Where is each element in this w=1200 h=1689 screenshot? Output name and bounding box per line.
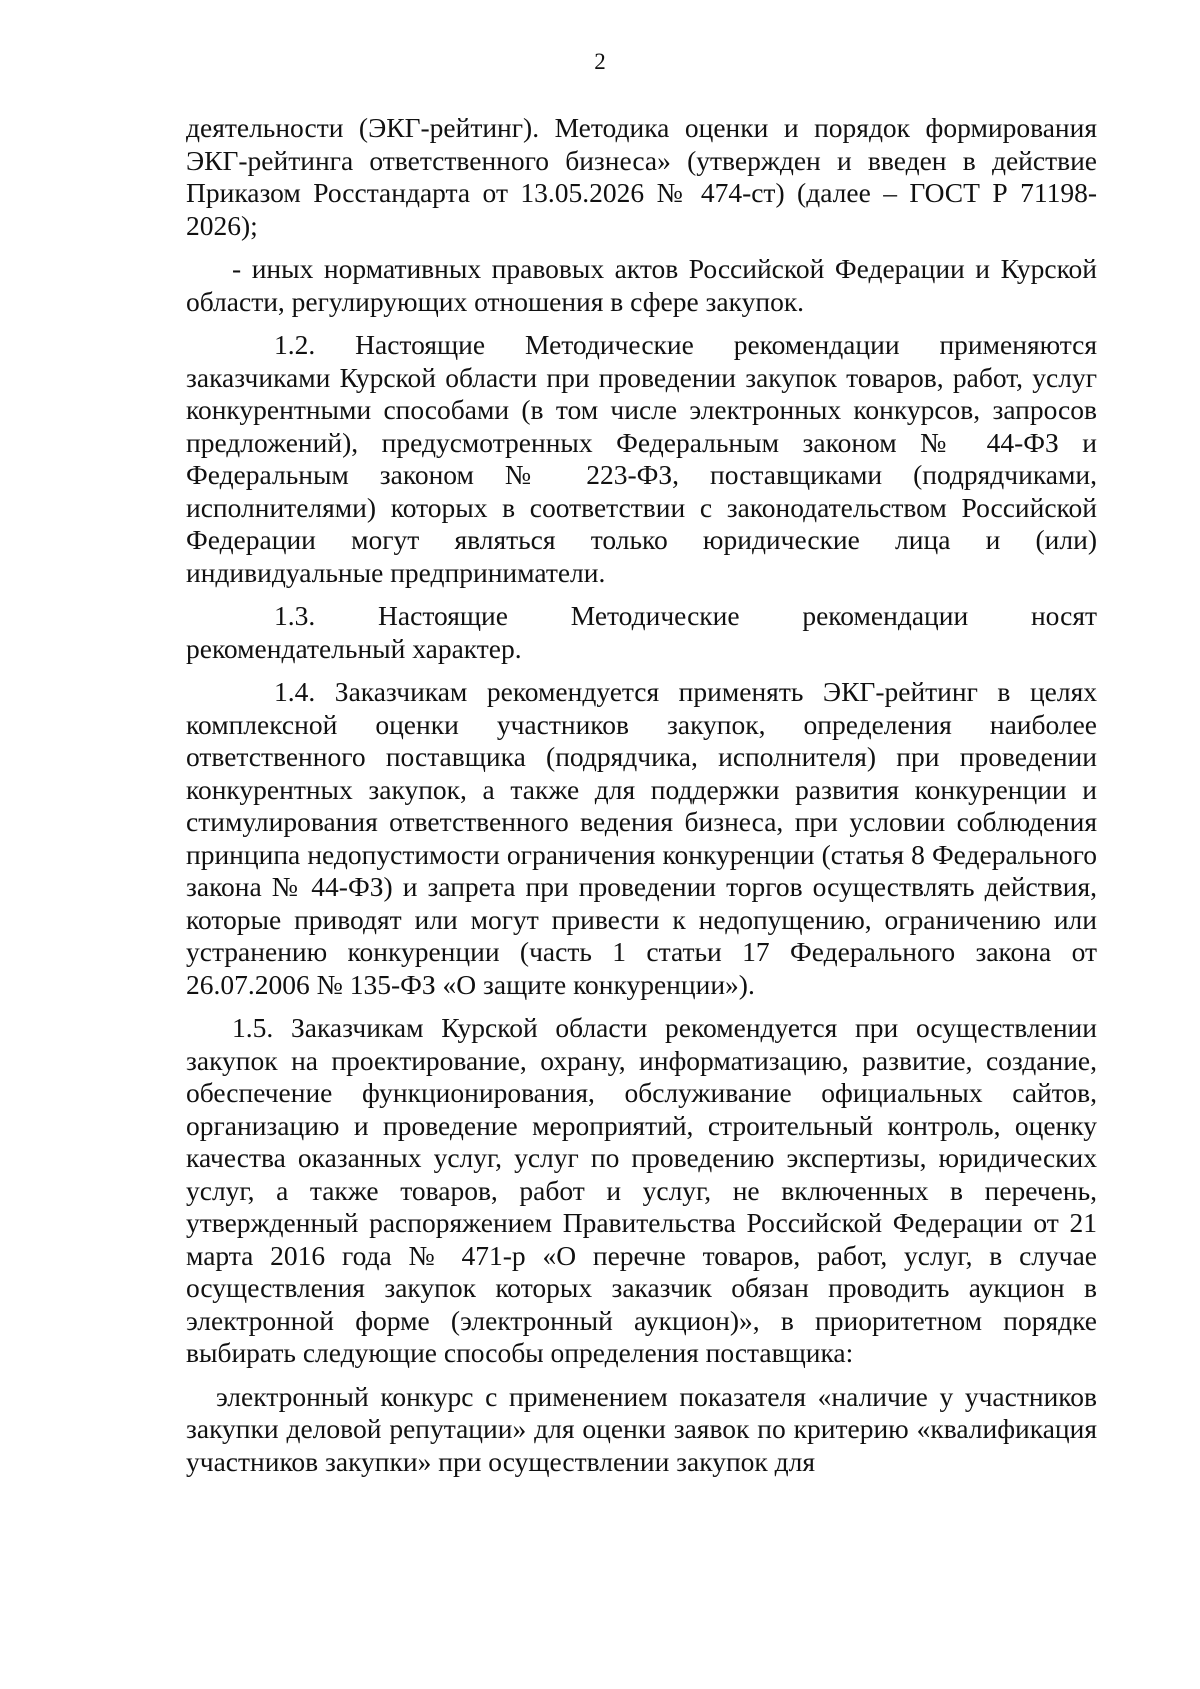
paragraph-gost-continuation: деятельности (ЭКГ-рейтинг). Методика оценки и порядок формирования ЭКГ-рейтинга ответственного бизнеса» (утвержден и введен в действие Приказом Росстандарта от 13.05.2026 № 474-ст) (далее – ГОСТ Р 71198-2026); [186,112,1097,241]
paragraph-electronic-contest: электронный конкурс с применением показателя «наличие у участников закупки деловой репутации» для оценки заявок по критерию «квалификация участников закупки» при осуществлении закупок для [186,1380,1097,1477]
paragraph-1-3: 1.3. Настоящие Методические рекомендации носят рекомендательный характер. [186,600,1097,664]
paragraph-1-4: 1.4. Заказчикам рекомендуется применять ЭКГ-рейтинг в целях комплексной оценки участников закупок, определения наиболее ответственного поставщика (подрядчика, исполнителя) при проведении конкурентных закупок, а также для поддержки развития конкуренции и стимулирования ответственного ведения бизнеса, при условии соблюдения принципа недопустимости ограничения конкуренции (статья 8 Федерального закона № 44-ФЗ) и запрета при проведении торгов осуществлять действия, которые приводят или могут привести к недопущению, ограничению или устранению конкуренции (часть 1 статьи 17 Федерального закона от 26.07.2006 № 135-ФЗ «О защите конкуренции»). [186,676,1097,1000]
paragraph-other-acts: - иных нормативных правовых актов Российской Федерации и Курской области, регулирующих отношения в сфере закупок. [186,253,1097,317]
paragraph-1-5: 1.5. Заказчикам Курской области рекомендуется при осуществлении закупок на проектирование, охрану, информатизацию, развитие, создание, обеспечение функционирования, обслуживание официальных сайтов, организацию и проведение мероприятий, строительный контроль, оценку качества оказанных услуг, услуг по проведению экспертизы, юридических услуг, а также товаров, работ и услуг, не включенных в перечень, утвержденный распоряжением Правительства Российской Федерации от 21 марта 2016 года № 471-р «О перечне товаров, работ, услуг, в случае осуществления закупок которых заказчик обязан проводить аукцион в электронной форме (электронный аукцион)», в приоритетном порядке выбирать следующие способы определения поставщика: [186,1012,1097,1368]
document-body [186,112,1097,1489]
paragraph-1-2: 1.2. Настоящие Методические рекомендации применяются заказчиками Курской области при проведении закупок товаров, работ, услуг конкурентными способами (в том числе электронных конкурсов, запросов предложений), предусмотренных Федеральным законом № 44-ФЗ и Федеральным законом № 223-ФЗ, поставщиками (подрядчиками, исполнителями) которых в соответствии с законодательством Российской Федерации могут являться только юридические лица и (или) индивидуальные предприниматели. [186,329,1097,588]
page-number: 2 [594,49,606,74]
